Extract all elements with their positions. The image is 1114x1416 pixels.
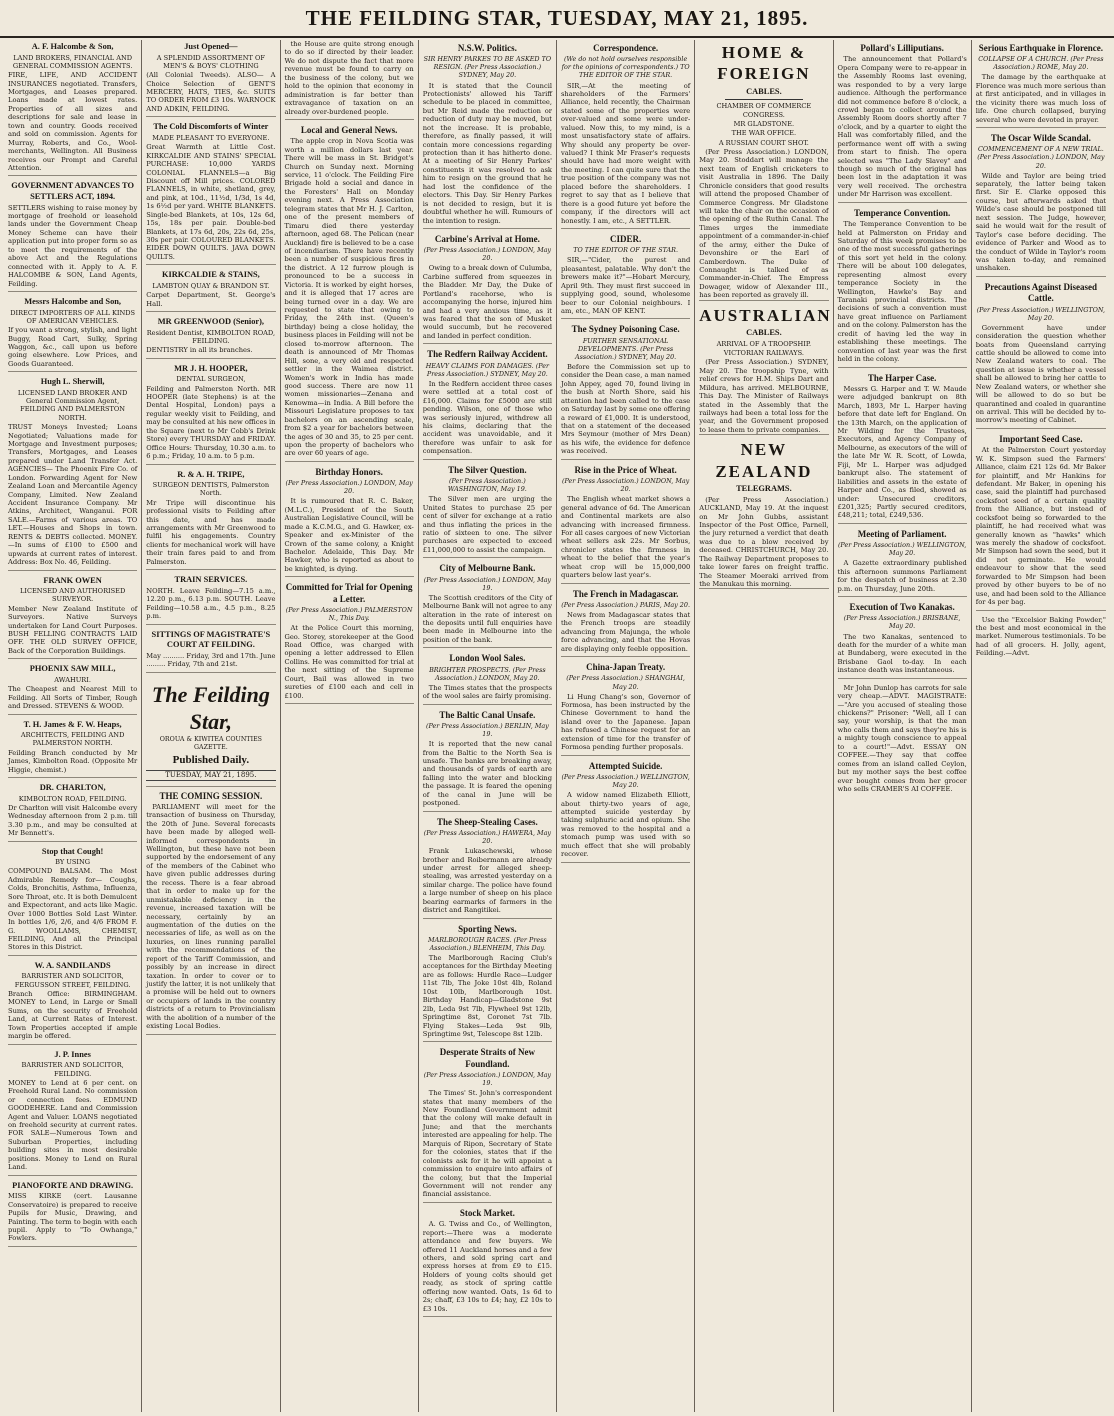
news-article — [423, 43, 552, 229]
news-article — [423, 234, 552, 344]
news-article — [285, 582, 414, 704]
news-article — [561, 761, 690, 863]
news-article — [838, 373, 967, 524]
news-article — [423, 465, 552, 559]
ad-title: GOVERNMENT ADVANCES TO SETTLERS ACT, 1894. — [11, 181, 134, 201]
cables-body: (Per Press Association.) LONDON, May 20. Stoddart will manage the next team of English cricketers to visit Australia in 1896. The Daily Chronicle considers that good results will attend the proposed Chamber of Commerce Congress. Mr Gladstone will take the chair on the occasion of the opening of the Ruthin Canal. The Times urges the immediate appointment of a commander-in-chief of the army, either the Duke of Devonshire or the Earl of Camberdown. The Duke of Connaught is talked of as Commander-in-Chief. The Empress Dowager, widow of Alexander III., has been reported as gravely ill. — [699, 147, 829, 300]
ad-body: Feilding and Palmerston North. MR HOOPER (late Stephens) is at the Dental Hospital, London) pays a regular weekly visit to Feilding, and may be consulted at his new offices in the Square (next to Mr Cobb's Drink Store) every THURSDAY and FRIDAY. Office Hours: Thursday, 10.30 a.m. to 6 p.m.; Friday, 10 a.m. to 5 p.m. — [146, 384, 276, 461]
article-headline: CIDER. — [609, 233, 642, 244]
ad-body: Branch Office: BIRMINGHAM. MONEY to Lend, in Large or Small Sums, on the security of Freehold Land, at Current Rates of Interest. Town Properties accepted if ample margin be offered. — [8, 990, 138, 1041]
article-dateline: TO THE EDITOR OF THE STAR. — [573, 246, 678, 255]
article-headline: City of Melbourne Bank. — [439, 563, 536, 574]
ad-title: J. P. Innes — [54, 1049, 91, 1059]
article-headline: Precautions Against Diseased Cattle. — [984, 281, 1098, 304]
news-article — [838, 43, 967, 203]
article-dateline: (Per Press Association.) PARIS, May 20. — [561, 600, 690, 609]
column-1 — [4, 40, 142, 1412]
ad-body: Dr Charlton will visit Halcombe every Wednesday afternoon from 2 p.m. till 3.30 p.m., and may be consulted at Mr Bennett's. — [8, 803, 138, 838]
news-article — [838, 529, 967, 597]
article-body: Wilde and Taylor are being tried separately, the latter being taken first. Sir E. Clarke opposed this course, but afterwards asked that Wilde's case should be postponed till next session. The Judge, however, said he would wait for the result of Taylor's case before deciding. The evidence of Parker and Wood as to the conduct of Wilde in Taylor's room was taken to-day, and remained unshaken. — [975, 171, 1106, 273]
news-article — [561, 662, 690, 756]
article-headline: Stock Market. — [459, 1207, 515, 1218]
news-article — [423, 563, 552, 648]
article-body: At the Palmerston Court yesterday W. K. Simpson sued the Farmers' Alliance, claim £21 12s 6d. Mr Baker for plaintiff, and Mr Hankins for defendant. Mr Baker, in opening his case, said the plaintiff had purchased cocksfoot seed of a certain quality from the Alliance, but instead of cocksfoot being so forwarded to the plaintiff, he had received what was generally known as "hawks" which was merely the shadow of cocksfoot. Mr Simpson had sown the seed, but it did not germinate. He would endeavour to show that the seed forwarded to Mr Simpson had been proved by other buyers to be of no use, and had been sold to the Alliance for 4s per bag. — [975, 446, 1106, 607]
ad-subtitle: DENTAL SURGEON, — [176, 375, 246, 384]
ad-body: MISS KIRKE (cert. Lausanne Conservatoire) is prepared to receive Pupils for Music, Drawing, and Painting. The term to begin with each pupil. Apply to "To Owhanga," Fowlers. — [8, 1192, 138, 1243]
column-3 — [281, 40, 419, 1412]
ad-title: PIANOFORTE AND DRAWING. — [12, 1180, 134, 1190]
col8-articles — [976, 43, 1106, 611]
article-headline: Important Seed Case. — [999, 433, 1083, 444]
col7-articles — [838, 43, 967, 679]
news-article — [285, 467, 414, 577]
article-headline: Carbine's Arrival at Home. — [434, 233, 540, 244]
article-body: Li Hung Chang's son, Governor of Formosa, has been instructed by the Chinese Government to hand the island over to the Japanese. Japan has refused a Chinese request for an extension of time for the transfer of Formosa pending further proposals. — [561, 692, 691, 752]
cable-sub-2: MR GLADSTONE. — [733, 119, 795, 128]
article-dateline: (Per Press Association.) WASHINGTON, May 19. — [447, 477, 527, 494]
advertisement — [8, 847, 137, 956]
article-body: A Gazette extraordinary published this afternoon summons Parliament for the despatch of business at 2.30 p.m. on Thursday, June 20th. — [837, 559, 967, 593]
ad-body: Member New Zealand Institute of Surveyors. Native Surveys undertaken for Land Court Purposes. BUSH FELLING CONTRACTS LAID OFF. THE OLD SURVEY OFFICE, Back of the Corporation Buildings. — [8, 604, 138, 655]
article-headline: London Wool Sales. — [449, 653, 526, 664]
article-headline: Birthday Honors. — [315, 466, 383, 477]
columns-grid — [4, 40, 1110, 1412]
news-article — [561, 465, 690, 584]
nz-body: (Per Press Association.) AUCKLAND, May 19. At the inquest on Mr John Gubbs, assistant Inspector of the Post Office, Parnell, the jury returned a verdict that death was due to a blow received by deceased. CHRISTCHURCH, May 20. The Railway Department proposes to take lower fares on freight traffic. The Steamer Moeraki arrived from the Manukau this morning. — [699, 495, 829, 589]
ad-title: FRANK OWEN — [43, 575, 102, 585]
article-headline: Pollard's Lilliputians. — [860, 43, 944, 53]
ad-body: MONEY to Lend at 6 per cent. on Freehold Rural Land. No commission or connection fees. EDMUND GOODEHERE. Land and Commission Agent and Valuer. LOANS negotiated on freehold security at current rates. FOR SALE—Numerous Town and Suburban Properties, including building sites in most desirable positions. Money to Lend on Rural Land. — [8, 1078, 138, 1172]
published-daily: Published Daily. — [172, 753, 250, 766]
australian-cables — [699, 305, 832, 436]
ad-body: (All Colonial Tweeds). ALSO— A Choice Selection of GENT'S MERCERY, HATS, TIES, &c. SUITS TO ORDER FROM £3 10s. WARNOCK AND ADKIN, FEILDING. — [146, 71, 276, 113]
nz-telegrams-label: TELEGRAMS. — [736, 484, 792, 494]
article-body: Frank Lukaschewski, whose brother and Roibermann are already under arrest for alleged sheep-stealing, was arrested yesterday on a similar charge. The police have found a large number of sheep on his place bearing earmarks of farmers in the district and Rangitikei. — [422, 847, 552, 915]
col8-small-ads: Use the "Excelsior Baking Powder," the best and most economical in the market. Numerous testimonials. To be had of all grocers. H. Jolly, agent, Feilding.—Advt. — [975, 615, 1106, 658]
article-headline: Execution of Two Kanakas. — [849, 602, 955, 613]
article-dateline: MARLBOROUGH RACES. (Per Press Association.) BLENHEIM, This Day. — [428, 935, 547, 952]
article-body: The English wheat market shows a general advance of 6d. The American and Continental markets are also advancing with increased firmness. For all cases cargoes of new Victorian wheat sellers ask 22s. Mr Sorbus, chronicler states the firmness in wheat to the belief that the year's wheat crop will be 15,000,000 quarters below last year's. — [561, 495, 691, 580]
col7-small-ads: Mr John Dunlop has carrots for sale very cheap.—ADVT. MAGISTRATE:—"Are you accused of stealing those chickens?" Prisoner: "Well, all I can say, your worship, is that the man who calls them and says they're his is a mighty tough conscience to appeal to a court!"—Advt. ESSAY ON COFFEE.—They say that coffee comes from an island called Ceylon, but my mother says the best coffee ever bought comes from her grocer who sells CRAMER'S AI COFFEE. — [837, 683, 967, 793]
article-dateline: (Per Press Association.) BRISBANE, May 20. — [843, 614, 961, 631]
leader-cont-body: the House are quite strong enough to do so if directed by their leader. We do not dispute the fact that more revenue must be found to carry on the business of the colony, but we hold to the opinion that economy in administration is far better than extravagance of taxation on an already over-burdened people. — [284, 40, 414, 116]
news-article — [561, 234, 690, 319]
article-headline: The Sheep-Stealing Cases. — [436, 816, 538, 827]
ad-subtitle: LAND BROKERS, FINANCIAL AND GENERAL COMMISSION AGENTS. — [12, 53, 133, 70]
article-body: The Marlborough Racing Club's acceptances for the Birthday Meeting are as follows: Hurdle Race—Ludger 11st 7lb, The Joke 10st 4lb, Roland 10st 10lb, Marlborough 10st. Birthday Handicap—Gladstone 9st 2lb, Leda 9st 7lb, Flywheel 9st 12lb, Springtime 8st, Coronet 7st 7lb. Flying Stakes—Leda 9st 9lb, Springtime 9st, Telescope 8st 12lb. — [422, 954, 552, 1038]
ad-subtitle: BARRISTER AND SOLICITOR, FERGUSSON STREET, FEILDING. — [14, 972, 131, 989]
news-article — [838, 602, 967, 679]
ad-subtitle: LICENSED LAND BROKER AND General Commission Agent, FEILDING AND PALMERSTON NORTH. — [17, 388, 128, 422]
news-article — [976, 434, 1106, 611]
article-headline: Desperate Straits of New Foundland. — [439, 1047, 535, 1069]
ad-subtitle: A SPLENDID ASSORTMENT OF MEN'S & BOYS' CLOTHING — [156, 53, 265, 70]
news-article — [976, 133, 1106, 277]
ad-title: TRAIN SERVICES. — [174, 575, 248, 585]
ad-title: Just Opened— — [184, 42, 238, 51]
col1-ads — [8, 42, 137, 1247]
advertisement — [8, 783, 137, 842]
article-headline: Attempted Suicide. — [588, 760, 663, 771]
article-body: SIR,—At the meeting of shareholders of the Farmers' Alliance, held recently, the Chairman stated some of the properties were over-valued and some were under-valued. Now this, to my mind, is a most unsatisfactory state of affairs. Why should any property be over-valued? I think Mr Fraser's requests should have had more weight with the meeting. I can quite sure that the true position of the company was not placed before the shareholders. I regret to say that as I believe that there is a good future yet before the company, if the directors will act honestly. I am, etc., A SETTLER. — [561, 81, 691, 225]
ad-title: The Cold Discomforts of Winter — [153, 122, 269, 132]
advertisement — [146, 122, 275, 265]
article-headline: Meeting of Parliament. — [857, 528, 947, 539]
ad-title: MR J. H. HOOPER, — [174, 363, 248, 373]
ad-title: MR GREENWOOD (Senior), — [157, 317, 265, 327]
news-article — [423, 710, 552, 812]
home-foreign-heading: HOME & FOREIGN — [717, 43, 811, 84]
article-dateline: (Per Press Association.) WELLINGTON, May 20. — [561, 772, 690, 790]
article-body: The Silver men are urging the United States to purchase 25 per cent of silver for exchange at a ratio and thus inflating the prices in the ratio of sixteen to one. The silver purchases are expected to exceed £11,000,000 to assist the campaign. — [422, 495, 552, 554]
advertisement — [146, 364, 275, 465]
column-4 — [419, 40, 557, 1412]
ad-subtitle: LICENSED AND AUTHORISED SURVEYOR. — [19, 587, 126, 604]
ad-subtitle: KIMBOLTON ROAD, FEILDING. — [18, 794, 127, 803]
article-dateline: (Per Press Association.) LONDON, May 20. — [285, 479, 413, 496]
news-article — [423, 1208, 552, 1317]
news-article — [423, 924, 552, 1043]
ad-subtitle: Resident Dentist, KIMBOLTON ROAD, FEILDING. — [146, 328, 276, 345]
article-body: The Times states that the prospects of the wool sales are fairly promising. — [422, 683, 552, 701]
ad-body: Feilding Branch conducted by Mr James, Kimbolton Road. (Opposite Mr Higgie, chemist.) — [8, 748, 138, 774]
ad-body: Carpet Department, St. George's Hall. — [146, 291, 276, 308]
ad-title: Hugh L. Sherwill, — [40, 377, 105, 387]
article-body: The Scottish creditors of the City of Melbourne Bank will not agree to any alteration in the rate of interest on the deposits until full enquiries have been made in Melbourne into the position of the bank. — [422, 593, 552, 644]
ad-body: DENTISTRY in all its branches. — [146, 346, 253, 355]
advertisement — [8, 576, 137, 660]
advertisement — [146, 270, 275, 312]
article-dateline: (Per Press Association.) LONDON, May 19. — [423, 575, 552, 592]
article-dateline: (Per Press Association.) LONDON, May 20. — [561, 477, 690, 494]
article-dateline: (Per Press Association.) LONDON, May 20. — [423, 246, 552, 263]
advertisement — [146, 575, 275, 624]
article-headline: Local and General News. — [300, 124, 398, 135]
ad-body: May .......... Friday, 3rd and 17th. June ......... Friday, 7th and 21st. — [146, 651, 276, 669]
article-dateline: (Per Press Association.) SHANGHAI, May 20. — [566, 674, 685, 691]
advertisement — [8, 1050, 137, 1176]
advertisement — [8, 720, 137, 778]
article-body: It is rumoured that R. C. Baker, (M.L.C.), President of the South Australian Legislative Council, will be made a K.C.M.G., and G. Hawker, ex-Speaker and ex-Minister of the Crown of the same colony, a Knight Bachelor. Adelaide, This Day. Mr Hawker, who is reported as about to be knighted, is dying. — [284, 497, 414, 573]
ad-body: Great Warmth at Little Cost. KIRKCALDIE AND STAINS' SPECIAL PURCHASE: 10,000 YARDS COLONIAL FLANNELS—a Big Discount off Mill prices. COLORED FLANNELS, in white, shetland, grey, and pink, at 10d., 11½d, 1/3d, 1s 4d, 1s 6½d per yard. WHITE BLANKETS. Single-bed Blankets, at 10s, 12s 6d, 15s, 18s per pair. Double-bed Blankets, at 17s 6d, 20s, 22s 6d, 25s, 30s per pair. COLOURED BLANKETS. EIDER DOWN QUILTS. JAVA DOWN QUILTS. — [146, 143, 276, 261]
column-5 — [557, 40, 695, 1412]
australian-heading: AUSTRALIAN — [699, 305, 832, 325]
article-dateline: COMMENCEMENT OF A NEW TRIAL. (Per Press Association.) LONDON, May 20. — [977, 145, 1105, 170]
paper-masthead — [146, 678, 275, 787]
cable-sub-1: CHAMBER OF COMMERCE CONGRESS. — [716, 102, 812, 119]
advertisement — [146, 470, 275, 571]
advertisement — [8, 961, 137, 1045]
news-article — [838, 208, 967, 368]
ad-subtitle: MADE PLEASANT TO EVERYONE. — [152, 133, 270, 142]
ad-subtitle: ARCHITECTS, FEILDING AND PALMERSTON NORTH. — [20, 731, 125, 748]
col2-ads — [146, 42, 275, 673]
page-masthead: THE FEILDING STAR, TUESDAY, MAY 21, 1895. — [0, 0, 1114, 38]
article-dateline: (Per Press Association.) WELLINGTON, May 20. — [837, 541, 967, 558]
col4-articles — [423, 43, 552, 1317]
nz-telegrams — [699, 439, 828, 589]
article-dateline: (Per Press Association.) PALMERSTON N., This Day. — [285, 605, 413, 622]
article-body: Owing to a break down of Culumba, Carbine suffered from squeezes in the Bladder. Mr Day, the Duke of Portland's racehorse, who is accompanying the horse, injured him and had a very anxious time, as it was feared that the son of Musket would succumb, but he recovered and landed in perfect condition. — [422, 264, 552, 340]
ad-body: Mr Tripe will discontinue his professional visits to Feilding after this date, and has made arrangements with Mr Greenwood to fulfil his engagements. Country clients for mechanical work will have their train fares paid to and from Palmerston. — [146, 498, 276, 566]
article-dateline: SIR HENRY PARKES TO BE ASKED TO RESIGN. (Per Press Association.) SYDNEY, May 20. — [423, 55, 552, 80]
leader-continuation — [285, 40, 414, 120]
article-headline: N.S.W. Politics. — [457, 43, 517, 53]
ad-title: T. H. James & F. W. Heaps, — [23, 719, 122, 729]
ad-subtitle: SURGEON DENTISTS, Palmerston North. — [152, 481, 270, 498]
advertisement — [8, 664, 137, 714]
article-body: In the Redfern accident three cases were settled at a total cost of £16,000. Claims for £5000 are still pending. Wilson, one of those who was seriously injured, withdrew all his claims, declaring that the accident was unavoidable, and it therefore was unfair to ask for compensation. — [422, 379, 552, 456]
article-headline: The Harper Case. — [867, 372, 937, 383]
article-body: Government have under consideration the question whether boats from Queensland carrying cattle should be allowed to come into New Zealand waters to coal. The question at issue is whether a vessel shall be allowed to bring her cattle to New Zealand waters, or whether she will be allowed to do so but be quarantined and coaled in quarantine on arrival. This will be decided by to-morrow's meeting of Cabinet. — [975, 323, 1106, 425]
col3-articles — [285, 125, 414, 704]
article-dateline: (Per Press Association.) HAWERA, May 20. — [423, 828, 552, 845]
advertisement — [146, 317, 275, 359]
article-headline: The Oscar Wilde Scandal. — [990, 133, 1091, 144]
column-6 — [695, 40, 833, 1412]
ad-title: R. & A. H. TRIPE, — [177, 469, 245, 479]
column-2 — [142, 40, 280, 1412]
ad-body: SETTLERS wishing to raise money by mortgage of freehold or leasehold lands under the Government Cheap Money Scheme can have their application put into proper form so as to meet the requirements of the above Act and the Regulations connected with it. Apply to A. F. HALCOMBE & SON, Land Agents, Feilding. — [8, 203, 138, 288]
ad-title: SITTINGS OF MAGISTRATE'S COURT AT FEILDING. — [151, 629, 271, 650]
article-body: A. G. Twiss and Co., of Wellington, report:—There was a moderate attendance and few buyers. We offered 11 Auckland horses and a few others, and sold spring cart and express horses at from £9 to £15. Holders of young colts should get ready, as stock of spring cattle offering now wanted. Oats, 1s 6d to 2s; chaff, £3 10s to £4; hay, £2 10s to £3 10s. — [422, 1220, 552, 1313]
article-headline: The Redfern Railway Accident. — [427, 349, 548, 360]
aus-sub-2: VICTORIAN RAILWAYS. — [723, 349, 804, 358]
article-dateline: COLLAPSE OF A CHURCH. (Per Press Association.) ROME, May 20. — [978, 55, 1104, 72]
home-foreign-cables — [699, 42, 828, 301]
ad-title: DR. CHARLTON, — [39, 782, 106, 792]
cable-sub-4: A RUSSIAN COURT SHOT. — [718, 138, 809, 147]
cables-label: CABLES. — [746, 86, 782, 96]
article-headline: China-Japan Treaty. — [586, 662, 666, 673]
col5-articles — [561, 43, 690, 863]
article-headline: Rise in the Price of Wheat. — [574, 464, 677, 475]
article-dateline: (Per Press Association.) BERLIN, May 19. — [425, 721, 549, 739]
article-body: The two Kanakas, sentenced to death for the murder of a white man at Bundaberg, were executed in the Brisbane Gaol to-day. In each instance death was instantaneous. — [837, 632, 967, 675]
ad-title: PHOENIX SAW MILL, — [29, 664, 116, 674]
article-dateline: HEAVY CLAIMS FOR DAMAGES. (Per Press Association.) SYDNEY, May 20. — [425, 361, 550, 378]
cable-sub-3: THE WAR OFFICE. — [731, 129, 797, 138]
advertisement — [8, 377, 137, 570]
article-body: The announcement that Pollard's Opera Company were to re-appear in the Assembly Rooms last evening, was responded to by a very large audience. Although the performance did not commence before 8 o'clock, a crowd began to collect around the Assembly Room doors shortly after 7 o'clock, and by a quarter to eight the Hall was comfortably filled, and the performance went off with a swing from start to finish. The opera selected was "The Lady Slavey" and though so much of the original has been lost in the adaptation it was very well received. The orchestra under Mr Harrison was excellent. — [837, 55, 967, 199]
issue-date: TUESDAY, MAY 21, 1895. — [146, 770, 275, 781]
news-article — [423, 349, 552, 459]
ad-subtitle: BARRISTER AND SOLICITOR, FEILDING. — [21, 1061, 124, 1078]
ad-subtitle: DIRECT IMPORTERS OF ALL KINDS OF AMERICAN VEHICLES. — [10, 308, 136, 325]
news-article — [423, 653, 552, 704]
article-headline: Temperance Convention. — [854, 207, 951, 218]
article-body: At the Police Court this morning, Geo. Storey, storekeeper at the Good Road Office, was charged with opening a letter addressed to Ellen Collins. He was committed for trial at the next sitting of the Supreme Court, Bail was allowed in two sureties of £100 each and cell in £100. — [284, 624, 414, 700]
news-article — [976, 282, 1106, 429]
article-dateline: FURTHER SENSATIONAL DEVELOPMENTS. (Per Press Association.) SYDNEY, May 20. — [575, 336, 677, 361]
article-headline: Committed for Trial for Opening a Letter. — [285, 582, 413, 604]
news-article — [423, 1047, 552, 1202]
column-8 — [972, 40, 1110, 1412]
news-article — [561, 324, 690, 459]
paper-title: The Feilding Star, — [151, 681, 270, 735]
rule — [725, 99, 803, 100]
advertisement — [8, 42, 137, 176]
aus-body: (Per Press Association.) SYDNEY, May 20. The troopship Tyne, with relief crews for H.M. Ships Dart and Mildura, has arrived. MELBOURNE, This Day. The Minister of Railways stated in the Assembly that the railways had been a total loss for the year, and the Government proposed to lease them to private companies. — [699, 358, 829, 434]
ad-title: KIRKCALDIE & STAINS, — [161, 270, 260, 280]
ad-body: COMPOUND BALSAM. The Most Admirable Remedy for— Coughs, Colds, Bronchitis, Asthma, Influenza, Sore Throat, etc. It is both Demulcent and Expectorant, and acts like Magic. Over 1000 Bottles Sold Last Winter. In bottles 1/6, 2/6, and 4/6 FROM F. G. WOOLLAMS, CHEMIST, FEILDING, And all the Principal Stores in this District. — [8, 867, 138, 952]
article-body: It is stated that the Council Protectionists' allowed his Tariff schedule to be placed in committee, but Mr Reid made the reduction or reduction of duty may be moved, but not the increase. It is probable, therefore, as finally passed, it will contain more concessions regarding protection than it has hitherto done. At a meeting of Sir Henry Parkes' constituents it was resolved to ask him to resign on the ground that he had lost the confidence of the electors. This Day. Sir Henry Parkes is not decided to resign, but it is doubtful whether he will. Rumours of the intention to resign. — [422, 81, 552, 225]
article-body: Before the Commission set up to consider the Dean case, a man named John Appey, aged 70, found living in the bush at North Shore, said his attention had been called to the case on Saturday last by some one offering a reward of £1,000. It is understood, that on a statement of the deceased Mrs Seymour (mother of Mrs Dean) as his wife, the evidence for defence was received. — [561, 362, 691, 456]
ad-title: W. A. SANDILANDS — [34, 960, 111, 970]
article-headline: Correspondence. — [593, 43, 659, 53]
article-body: The apple crop in Nova Scotia was worth a million dollars last year. There will be mass in St. Bridget's Church on Sunday next. Morning service, 11 o'clock. The Feilding Fire Brigade hold a social and dance in the Foresters' Hall on Monday evening next. A Press Association telegram states that Mr H. J. Carlton, one of the present members of Timaru died there yesterday afternoon, aged 68. The Pelican (near Auckland) fire is believed to be a case of incendiarism. There have recently been a number of suspicious fires in the district. A 12 furrow plough is pronounced to be a success in Victoria. It is worked by eight horses, and it is alleged that 17 acres are being turned over in a day. We are requested to state that owing to Friday, the 24th inst. (Queen's birthday) being a close holiday, the business places in Feilding will not be closed to-morrow afternoon. The death is announced of Mr Thomas Hill, sone, a very old and respected settler in the Waimea district. Women's work in India has made good success. There are now 11 women missionaries—Zenana and Kenowma—in India. A Bill before the Missouri Legislature proposes to tax bachelors on an ascending scale, from $2 a year for bachelors between the ages of 30 and 35, to 25 per cent. upon the property of bachelors who are over 60 years of age. — [284, 137, 414, 458]
article-body: Messrs G. Harper and T. W. Maude were adjudged bankrupt on 8th March, 1893, Mr L. Harper having before that date left for England. On the 13th March, on the application of Mr Wilding for the Trustees, Executors, and Agency Company of Melbourne, as executors of the will of the late Mr W. R. Scott, of Lowda, Fiji, Mr L. Harper was adjudged bankrupt also. The statement of liabilities and assets in the estate of Harper and Co., as filed, showed as under: Unsecured creditors, £201,325; Partly secured creditors, £48,211; total, £249,536. — [837, 384, 967, 520]
news-article — [285, 125, 414, 462]
article-dateline: BRIGHTER PROSPECTS. (Per Press Association.) LONDON, May 20. — [429, 665, 546, 682]
ad-subtitle: BY USING — [55, 858, 91, 867]
article-headline: The Sydney Poisoning Case. — [571, 324, 680, 335]
nz-heading: NEW ZEALAND — [715, 440, 813, 481]
news-article — [561, 589, 690, 658]
leader-body: PARLIAMENT will meet for the transaction of business on Thursday, the 20th of June. Several forecasts have been made by alleged well-informed correspondents in Wellington, but these have not been supported by the endorsement of any of the members of the Cabinet who have given public addresses during the recess. There is a fear abroad that in order to make up for the unmistakable deficiency in the revenue, increased taxation will be necessary, certainly by an augmentation of the duties on the necessaries of life, as well as on the luxuries, on lines running parallel with the recommendations of the report of the Tariff Commission, and possibly by an increase in direct taxation. In order to cover or to justify the latter, it is not unlikely that a promise will be held out to owners or occupiers of lands in the country districts of a return to Provincialism with the abolition of a number of the existing Local Bodies. — [146, 802, 276, 1031]
ad-body: TRUST Moneys Invested; Loans Negotiated; Valuations made for Mortgage and Investment purposes; Transfers, Mortgages, and Leases prepared under Land Transfer Act. AGENCIES— The Phoenix Fire Co. of London. Forwarding Agent for New Zealand Loan and Mercantile Agency Company, Limited. New Zealand Accident Insurance Company. Mr Atkins, Architect, Wanganui. FOR SALE.—Farms of various areas. TO LET.—Houses and Shops in town. RENTS & DEBTS collected. MONEY.—In sums of £100 to £500 and upwards at current rates of interest. Address: Box No. 46, Feilding. — [8, 423, 138, 567]
article-headline: Sporting News. — [458, 923, 517, 934]
ad-subtitle: LAMBTON QUAY & BRANDON ST. — [152, 281, 270, 290]
advertisement — [8, 297, 137, 372]
advertisement — [146, 42, 275, 117]
article-body: A widow named Elizabeth Elliott, about thirty-two years of age, attempted suicide yesterday by taking sulphuric acid and opium. She was removed to the hospital and a stomach pump was used with so much effect that she will probably recover. — [561, 791, 691, 859]
ad-title: Messrs Halcombe and Son, — [24, 296, 122, 306]
article-headline: The Baltic Canal Unsafe. — [439, 709, 536, 720]
news-article — [423, 817, 552, 919]
article-dateline: (Per Press Association.) WELLINGTON, May 20. — [976, 305, 1106, 322]
ad-title: A. F. Halcombe & Son, — [31, 42, 114, 51]
article-headline: The French in Madagascar. — [572, 588, 679, 599]
column-7 — [834, 40, 972, 1412]
ad-subtitle: AWAHURI. — [54, 675, 91, 684]
news-article — [976, 43, 1106, 128]
advertisement — [8, 1181, 137, 1247]
article-dateline: (Per Press Association.) LONDON, May 19. — [423, 1071, 552, 1088]
article-body: The damage by the earthquake at Florence was much more serious than at first anticipated, and in villages in the vicinity there was much loss of life. One church collapsed, burying several who were devoted in prayer. — [975, 73, 1106, 124]
advertisement — [8, 181, 137, 292]
article-dateline: (We do not hold ourselves responsible for the opinions of correspondents.) TO THE EDITOR OF THE STAR. — [561, 55, 690, 80]
article-body: SIR,—"Cider, the purest and pleasantest, palatable. Why don't the brewers make it?"—Hobart Mercury, April 9th. They must first succeed in supplying good, sound, wholesome beer to our Colonial neighbours. I am, etc., MAN OF KENT. — [561, 256, 691, 315]
ad-body: The Cheapest and Nearest Mill to Feilding. All Sorts of Timber, Rough and Dressed. STEVENS & WOOD. — [8, 685, 138, 711]
article-body: News from Madagascar states that the French troops are steadily advancing from Majunga, the whole force advancing, and that the Hovas are displaying only feeble opposition. — [561, 610, 691, 653]
article-body: The Temperance Convention to be held at Palmerston on Friday and Saturday of this week promises to be one of the most successful gatherings of this sort yet held in the colony. There will be about 100 delegates, representing almost every temperance Society in the Wellington, Hawke's Bay and Taranaki provincial districts. The decisions of such a convention must have great influence on Parliament and on the colony. Palmerston has the credit of having led the way in establishing these meetings. The convention of last year was the first held in the colony. — [837, 220, 967, 364]
advertisement — [146, 630, 275, 673]
leader-article — [146, 791, 275, 1035]
paper-subtitle: OROUA & KIWITEA COUNTIES GAZETTE. — [159, 736, 262, 751]
ad-body: FIRE, LIFE, AND ACCIDENT INSURANCES negotiated. Transfers, Mortgages, and Leases prepared. Loans made at lowest rates. Properties of all sizes and descriptions for sale and lease in town and country. Goods received and sold on commission. Agents for Murray, Roberts, and Co., Wool-merchants, Wellington. All Business receives our Prompt and Careful Attention. — [8, 71, 138, 172]
article-headline: Serious Earthquake in Florence. — [978, 43, 1104, 53]
leader-title: THE COMING SESSION. — [159, 790, 263, 801]
article-body: The Times' St. John's correspondent states that many members of the New Foundland Government admit that the colony will make default in June; and that the merchants interested are appealing for help. The Marquis of Ripon, Secretary of State for the colonies, states that if the colonists ask for it he will appoint a commission to enquire into affairs of the colony, but that the Imperial Government will not render any financial assistance. — [422, 1089, 552, 1199]
article-body: It is reported that the new canal from the Baltic to the North Sea is unsafe. The banks are breaking away, and thousands of yards of earth are falling into the water and blocking the passage. It is feared the opening of the canal in June will be postponed. — [422, 740, 552, 808]
article-headline: The Silver Question. — [448, 464, 527, 475]
ad-body: If you want a strong, stylish, and light Buggy, Road Cart, Sulky, Spring Waggon, &c., call upon us before going elsewhere. Low Prices, and Goods Guaranteed. — [8, 326, 138, 368]
aus-sub-1: ARRIVAL OF A TROOPSHIP. — [716, 339, 812, 348]
ad-title: Stop that Cough! — [41, 846, 104, 856]
aus-cables-label: CABLES. — [746, 328, 782, 338]
news-article — [561, 43, 690, 229]
ad-body: NORTH. Leave Feilding—7.15 a.m., 12.20 p.m., 6.13 p.m. SOUTH. Leave Feilding—10.58 a.m., 4.5 p.m., 8.25 p.m. — [146, 586, 276, 621]
